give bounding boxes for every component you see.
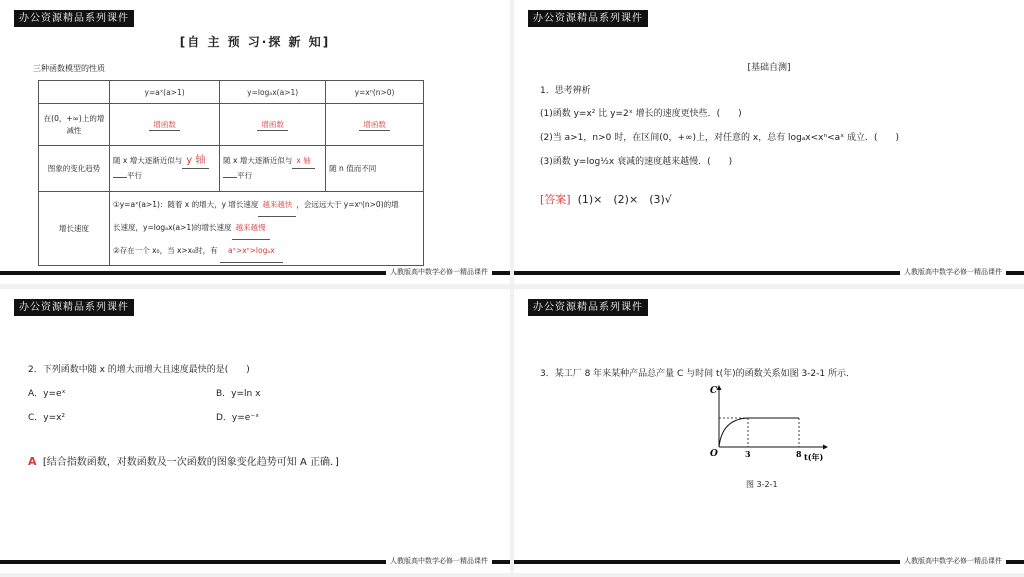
slide-2[interactable] <box>514 0 1024 284</box>
question-2: 2．下列函数中随 x 的增大而增大且速度最快的是( ) <box>28 365 250 375</box>
empty-header-cell <box>39 81 110 104</box>
row-trend-label: 图象的变化趋势 <box>39 146 110 192</box>
growth-text: ①y=aˣ(a>1)：随着 x 的增大，y 增长速度 <box>113 200 259 209</box>
tick-label-8: 8 <box>796 449 802 459</box>
x-axis-arrow <box>823 445 828 450</box>
series-badge: 办公资源精品系列课件 <box>528 10 648 27</box>
growth-curve <box>719 418 748 447</box>
production-graph <box>709 381 839 461</box>
trend-text: 平行 <box>127 171 143 180</box>
growth-text: ，会远远大于 y=xⁿ(n>0)的增 <box>296 200 399 209</box>
fill-blank: 增函数 <box>149 119 180 131</box>
trend-text: 随 n 值而不同 <box>326 146 424 192</box>
fill-blank: x 轴 <box>292 154 314 169</box>
trend-text: 随 x 增大逐渐近似与 <box>113 156 183 165</box>
option-d: D．y=e⁻ˣ <box>216 413 260 423</box>
trend-text: 平行 <box>237 171 253 180</box>
row-monotonicity-label: 在(0，+∞)上的增减性 <box>39 104 110 146</box>
footer-text: 人教版高中数学必修一精品课件 <box>386 267 492 278</box>
figure-caption: 图 3-2-1 <box>746 480 778 489</box>
table-subtitle: 三种函数模型的性质 <box>33 64 105 73</box>
row-growth-label: 增长速度 <box>39 192 110 266</box>
fill-blank: aˣ>xⁿ>logₐx <box>220 240 283 263</box>
statement-2: (2)当 a>1，n>0 时，在区间(0，+∞)上，对任意的 x，总有 logₐx<xⁿ<aˣ 成立．( ) <box>540 133 900 143</box>
option-b: B．y=ln x <box>216 389 261 399</box>
series-badge: 办公资源精品系列课件 <box>14 299 134 316</box>
slide-3[interactable] <box>0 289 510 573</box>
fill-blank: 增函数 <box>359 119 390 131</box>
fill-blank: 增函数 <box>257 119 288 131</box>
slide-4[interactable] <box>514 289 1024 573</box>
question-1: 1．思考辨析 <box>540 86 591 96</box>
fill-blank: 越来越慢 <box>232 217 270 240</box>
footer-text: 人教版高中数学必修一精品课件 <box>386 556 492 567</box>
x-axis-label: t(年) <box>804 452 824 461</box>
answer-tag: [答案] <box>540 193 571 206</box>
section-heading: [基础自测] <box>747 63 791 73</box>
series-badge: 办公资源精品系列课件 <box>528 299 648 316</box>
y-axis-label: C <box>710 386 718 396</box>
trend-text: 随 x 增大逐渐近似与 <box>223 156 293 165</box>
properties-table <box>38 80 424 266</box>
origin-label: O <box>710 449 718 459</box>
header-exponential: y=aˣ(a>1) <box>110 81 220 104</box>
fill-blank: y 轴 <box>182 154 209 169</box>
growth-text: ②存在一个 x₀，当 x>x₀时，有 <box>113 246 218 255</box>
slide-title: [自 主 预 习·探 新 知] <box>179 35 331 49</box>
tick-label-3: 3 <box>745 449 751 459</box>
header-logarithmic: y=logₐx(a>1) <box>220 81 326 104</box>
statement-1: (1)函数 y=x² 比 y=2ˣ 增长的速度更快些．( ) <box>540 109 742 119</box>
question-3: 3．某工厂 8 年来某种产品总产量 C 与时间 t(年)的函数关系如图 3-2-1 所示． <box>540 369 855 379</box>
header-power: y=xⁿ(n>0) <box>326 81 424 104</box>
footer-text: 人教版高中数学必修一精品课件 <box>900 556 1006 567</box>
series-badge: 办公资源精品系列课件 <box>14 10 134 27</box>
answer-letter: A <box>28 455 37 468</box>
answer-text: (1)× (2)× (3)√ <box>577 193 672 206</box>
growth-text: 长速度，y=logₐx(a>1)的增长速度 <box>113 223 232 232</box>
fill-blank: 越来越快 <box>258 194 296 217</box>
option-a: A．y=eˣ <box>28 389 66 399</box>
slide-1[interactable] <box>0 0 510 284</box>
explanation: [结合指数函数，对数函数及一次函数的图象变化趋势可知 A 正确．] <box>42 457 339 468</box>
y-axis-arrow <box>717 385 722 390</box>
statement-3: (3)函数 y=log½x 衰减的速度越来越慢．( ) <box>540 157 733 167</box>
option-c: C．y=x² <box>28 413 66 423</box>
footer-text: 人教版高中数学必修一精品课件 <box>900 267 1006 278</box>
